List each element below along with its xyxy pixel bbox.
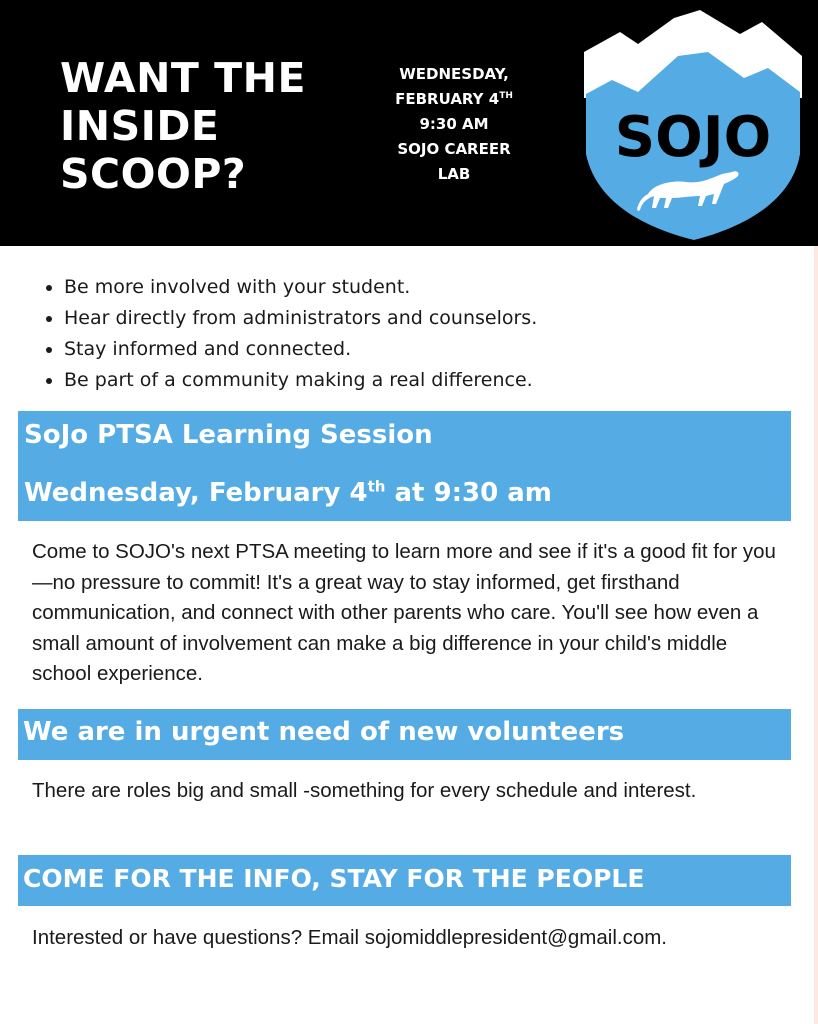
event-time: 9:30 AM (419, 115, 489, 133)
session-date (24, 478, 552, 508)
benefit-item: • Hear directly from administrators and counselors. (64, 303, 537, 334)
logo-text: SOJO (614, 105, 772, 170)
sojo-logo-shield-icon (582, 6, 804, 242)
headline-line-2: INSIDE (60, 102, 220, 150)
benefit-item: • Stay informed and connected. (64, 334, 537, 365)
session-date-suffix: th (367, 477, 386, 496)
intro-paragraph: Come to SOJO's next PTSA meeting to learn more and see if it's a good fit for you—no pressure to commit! It's a great way to stay informed, get firsthand communication, and connect with other parents who care. You'll see how even a small amount of involvement can make a big difference in your child's middle school experience. (32, 540, 776, 685)
volunteers-heading: We are in urgent need of new volunteers (23, 717, 625, 747)
header-banner (0, 0, 818, 246)
closing-banner (18, 855, 791, 906)
headline-line-3: SCOOP? (60, 150, 247, 198)
volunteers-banner (18, 709, 791, 760)
headline-line-1: WANT THE (60, 54, 306, 102)
event-location-line-2: LAB (437, 165, 471, 183)
contact-text: Interested or have questions? Email sojomiddlepresident@gmail.com. (32, 926, 667, 949)
session-banner (18, 411, 791, 521)
session-title: SoJo PTSA Learning Session (24, 420, 433, 450)
event-date (378, 87, 530, 112)
event-date-text: FEBRUARY 4 (395, 90, 500, 108)
event-day: WEDNESDAY, (399, 65, 509, 83)
event-location-line-1: SOJO CAREER (397, 140, 511, 158)
closing-heading: COME FOR THE INFO, STAY FOR THE PEOPLE (23, 864, 645, 893)
headline (60, 54, 306, 198)
page-edge-divider (814, 246, 818, 1024)
benefits-list (44, 272, 537, 396)
benefit-item: • Be part of a community making a real difference. (64, 365, 537, 396)
event-date-suffix: TH (499, 91, 513, 101)
volunteers-text: There are roles big and small -something for every schedule and interest. (32, 779, 697, 802)
benefit-item: • Be more involved with your student. (64, 272, 537, 303)
session-date-prefix: Wednesday, February 4 (24, 478, 368, 508)
session-date-rest: at 9:30 am (385, 478, 552, 508)
event-info (378, 62, 530, 187)
